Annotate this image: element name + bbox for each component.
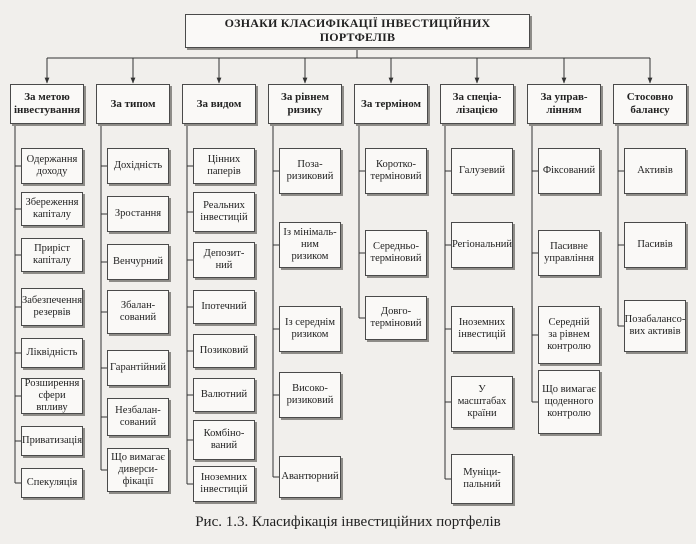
classification-item: Депозит- ний — [193, 242, 255, 278]
category-header: За терміном — [354, 84, 428, 124]
classification-item: У масштабах країни — [451, 376, 513, 428]
classification-item: Збалан- сований — [107, 290, 169, 334]
classification-item: Позабалансо- вих активів — [624, 300, 686, 352]
classification-item: Збереження капіталу — [21, 192, 83, 226]
classification-item: Комбіно- ваний — [193, 420, 255, 460]
classification-item: Галузевий — [451, 148, 513, 194]
root-title: ОЗНАКИ КЛАСИФІКАЦІЇ ІНВЕСТИЦІЙНИХ ПОРТФЕЛІВ — [185, 14, 530, 48]
classification-item: Розширення сфери впливу — [21, 378, 83, 414]
classification-item: Позиковий — [193, 334, 255, 368]
classification-item: Гарантійний — [107, 350, 169, 386]
classification-item: Фіксований — [538, 148, 600, 194]
category-header: За типом — [96, 84, 170, 124]
classification-item: Забезпечення резервів — [21, 288, 83, 326]
figure-caption: Рис. 1.3. Класифікація інвестиційних портфелів — [195, 514, 501, 530]
category-header: За рівнем ризику — [268, 84, 342, 124]
classification-item: Цінних паперів — [193, 148, 255, 184]
classification-item: Середньо- терміновий — [365, 230, 427, 276]
category-header: За управ- лінням — [527, 84, 601, 124]
classification-item: Одержання доходу — [21, 148, 83, 184]
category-header: За спеціа- лізацією — [440, 84, 514, 124]
classification-item: Зростання — [107, 196, 169, 232]
classification-item: Іноземних інвестицій — [451, 306, 513, 352]
classification-item: Незбалан- сований — [107, 398, 169, 436]
classification-item: Що вимагає диверси- фікації — [107, 448, 169, 492]
classification-item: Іпотечний — [193, 290, 255, 324]
classification-item: Середній за рівнем контролю — [538, 306, 600, 364]
classification-item: Із середнім ризиком — [279, 306, 341, 352]
classification-item: Регіональний — [451, 222, 513, 268]
classification-item: Авантюрний — [279, 456, 341, 498]
classification-item: Приріст капіталу — [21, 238, 83, 272]
classification-item: Дохідність — [107, 148, 169, 184]
classification-item: Венчурний — [107, 244, 169, 280]
category-header: Стосовно балансу — [613, 84, 687, 124]
classification-item: Реальних інвестицій — [193, 192, 255, 232]
classification-item: Муніци- пальний — [451, 454, 513, 504]
classification-item: Що вимагає щоденного контролю — [538, 370, 600, 434]
classification-item: Іноземних інвестицій — [193, 466, 255, 502]
classification-item: Із мінімаль- ним ризиком — [279, 222, 341, 268]
classification-item: Спекуляція — [21, 468, 83, 498]
category-header: За метою інвестування — [10, 84, 84, 124]
classification-item: Довго- терміновий — [365, 296, 427, 340]
classification-item: Активів — [624, 148, 686, 194]
classification-item: Високо- ризиковий — [279, 372, 341, 418]
classification-item: Ліквідність — [21, 338, 83, 368]
classification-item: Валютний — [193, 378, 255, 412]
category-header: За видом — [182, 84, 256, 124]
classification-item: Пасивне управління — [538, 230, 600, 276]
classification-item: Коротко- терміновий — [365, 148, 427, 194]
classification-item: Поза- ризиковий — [279, 148, 341, 194]
classification-item: Приватизація — [21, 426, 83, 456]
classification-item: Пасивів — [624, 222, 686, 268]
